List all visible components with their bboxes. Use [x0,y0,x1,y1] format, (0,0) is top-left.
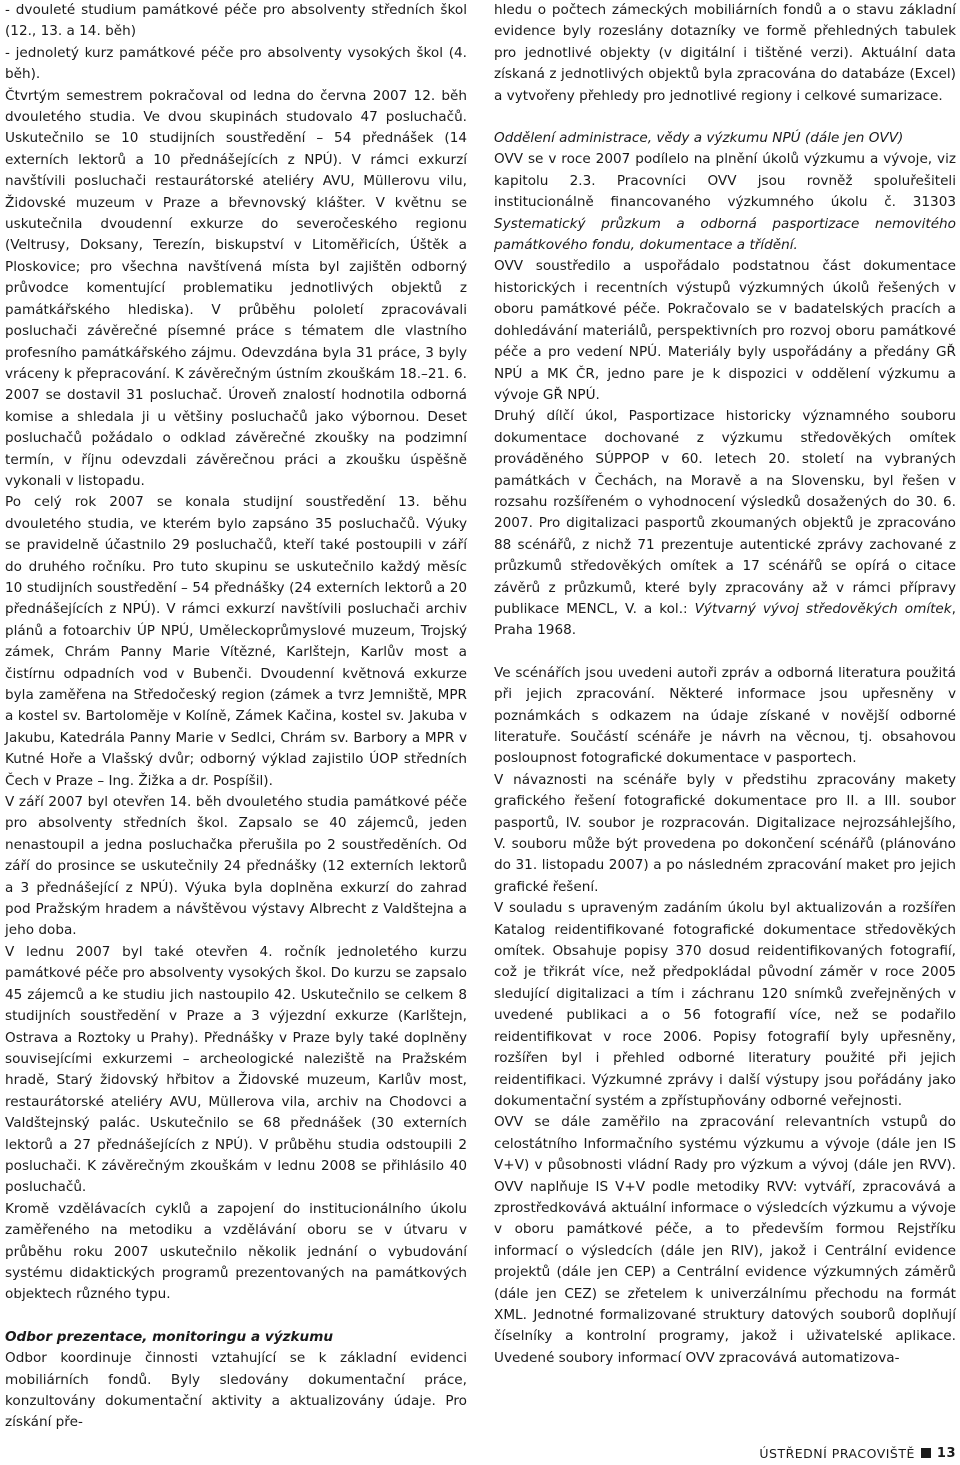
paragraph: Po celý rok 2007 se konala studijní soustředění 13. běhu dvouletého studia, ve kterém bylo zapsáno 35 posluchačů. Výuky se pravidelně účastnilo 29 posluchačů, kteří také postoupili v září do druhého ročníku. Pro tuto skupinu se uskutečnilo každý měsíc 10 studijních soustředění – 54 přednášky (24 externích lektorů a 20 přednášejících z NPÚ). V rámci exkurzí navštívili posluchači archiv plánů a fotoarchiv ÚP NPÚ, Uměleckoprůmyslové muzeum, Trojský zámek, Chrám Panny Marie Vítězné, Karlštejn, Karlův most a čistírnu odpadních vod v Bubenči. Dvoudenní květnová exkurze byla zaměřena na Středočeský region (zámek a tvrz Jemniště, MPR a kostel sv. Bartoloměje v Kolíně, Zámek Kačina, kostel sv. Jakuba v Jakubu, Katedrála Panny Marie v Sedlci, Chrám sv. Barbory a MPR v Kutné Hoře a Vlašský dvůr; odborný výklad zajistilo ÚOP středních Čech v Praze – Ing. Žižka a dr. Pospíšil). [5,494,467,789]
publication-title: Výtvarný vývoj středověkých omítek [694,600,952,617]
paragraph: - dvouleté studium památkové péče pro absolventy středních škol (12., 13. a 14. běh) [5,2,467,40]
text-run: , Praha 1968. [494,600,956,639]
paragraph: OVV se dále zaměřilo na zpracování relevantních vstupů do celostátního Informačního systému výzkumu a vývoje (dále jen IS V+V) v působnosti vládní Rady pro výzkum a vývoj (dále jen RVV). OVV naplňuje IS V+V podle metodiky RVV: vytváří, zpracovává a zprostředkovává aktuální informace o výsledcích výzkumu a vývoje v oboru památkové péče, a to především formou Rejstříku informací o výsledcích (dále jen RIV), jakož i Centrální evidence projektů (dále jen CEP) a Centrální evidence výzkumných záměrů (dále jen CEZ) se zřetelem k univerzálnímu přechodu na formát XML. Jednotné formalizované struktury datových souborů doplňují číselníky a kontrolní programy, jakož i uživatelské aplikace. Uvedené soubory informací OVV zpracovává automatizova- [494,1114,956,1366]
project-title: Systematický průzkum a odborná pasportizace nemovitého památkového fondu, dokumentace a třídění. [494,215,956,254]
paragraph [494,406,956,641]
paragraph: Čtvrtým semestrem pokračoval od ledna do června 2007 12. běh dvouletého studia. Ve dvou skupinách studovalo 47 posluchačů. Uskutečnilo se 10 studijních soustředění – 54 přednášek (14 externích lektorů a 10 přednášejících z NPÚ). V rámci exkurzí navštívili posluchači restaurátorské ateliéry AVU, Müllerovu vilu, Židovské muzeum v Praze a břevnovský klášter. V květnu se uskutečnila dvoudenní exkurze do severočeského regionu (Veltrusy, Doksany, Terezín, biskupství v Litoměřicích, Úštěk a Ploskovice; pro všechna navštívená místa byl zajištěn odborný průvodce komentující problematiku jednotlivých objektů z památkářského hlediska). V průběhu pololetí zpracovávali posluchači závěrečné písemné práce s tématem dle vlastního profesního památkářského zájmu. Odevzdána byla 31 práce, 3 byly vráceny k přepracování. K závěrečným ústním zkouškám 18.–21. 6. 2007 se dostavil 31 posluchač. Úroveň znalostí hodnotila odborná komise a shledala ji u většiny posluchačů jako výbornou. Deset posluchačů požádalo o odklad závěrečné zkoušky na podzimní termín, v říjnu odevzdali závěrečnou práci a zkoušku úspěšně vykonali v listopadu. [5,87,467,489]
paragraph: Kromě vzdělávacích cyklů a zapojení do institucionálního úkolu zaměřeného na metodiku a vzdělávání oboru se v útvaru v průběhu roku 2007 uskutečnilo několik jednání o vybudování systému didaktických programů prezentovaných na památkových objektech různého typu. [5,1200,467,1303]
page-footer [759,1443,956,1463]
left-column [5,0,467,1434]
paragraph: Ve scénářích jsou uvedeni autoři zpráv a odborná literatura použitá při jejich zpracování. Některé informace jsou upřesněny v poznámkách s odkazem na údaje získané v novější odborné literatuře. Součástí scénáře je návrh na věcnou, tj. obsahovou posloupnost fotografické dokumentace v pasportech. [494,664,956,767]
footer-section-title: ÚSTŘEDNÍ PRACOVIŠTĚ [759,1445,915,1461]
text-run: Druhý dílčí úkol, Pasportizace historicky významného souboru dokumentace dochované z výzkumu středověkých omítek prováděného SÚPPOP v 60. letech 20. století na vybraných památkách v Čechách, na Moravě a na Slovensku, byl řešen v rozsahu rozšířeném o vyhodnocení výsledků dosažených do 30. 6. 2007. Pro digitalizaci pasportů zkoumaných objektů je zpracováno 88 scénářů, z nichž 71 prezentuje autentické zprávy zachované z průzkumů středověkých omítek a 17 scénářů se opírá o citace závěrů z průzkumů, které byly zpracovány až v rámci přípravy publikace MENCL, V. a kol.: [494,408,956,617]
paragraph: - jednoletý kurz památkové péče pro absolventy vysokých škol (4. běh). [5,44,467,83]
square-bullet-icon [921,1448,931,1458]
paragraph: V září 2007 byl otevřen 14. běh dvouletého studia památkové péče pro absolventy středních škol. Zapsalo se 40 zájemců, jeden nenastoupil a jedna posluchačka přerušila po 2 soustředěních. Od září do prosince se uskutečnily 24 přednášky (12 externích lektorů a 3 přednášející z NPÚ). Výuka byla doplněna exkurzí do zahrad pod Pražským hradem a návštěvou výstavy Albrecht z Valdštejna a jeho doba. [5,794,467,939]
paragraph [494,149,956,256]
paragraph: hledu o počtech zámeckých mobiliárních fondů a o stavu základní evidence byly rozeslány dotazníky ve formě přehledných tabulek pro jednotlivé objekty (v digitální i tištěné verzi). Aktuální data získaná z jednotlivých objektů byla zpracována do databáze (Excel) a vytvořeny přehledy pro jednotlivé regiony i celkové sumarizace. [494,2,956,104]
paragraph: Odbor koordinuje činnosti vztahující se k základní evidenci mobiliárních fondů. Byly sledovány dokumentační práce, konzultovány dokumentační aktivity a aktualizovány údaje. Pro získání pře- [5,1350,467,1431]
page-number: 13 [936,1445,956,1461]
right-column [494,0,956,1369]
paragraph: OVV soustředilo a uspořádalo podstatnou část dokumentace historických i recentních výstupů výzkumných úkolů řešených v oboru památkové péče. Pokračovalo se v badatelských pracích a dohledávání materiálů, perspektivních pro rozvoj oboru památkové péče a pro vedení NPÚ. Materiály byly uspořádány a předány GŘ NPÚ a MK ČR, jedno pare je k dispozici v oddělení výzkumu a vývoje GŘ NPÚ. [494,258,956,403]
paragraph: V návaznosti na scénáře byly v předstihu zpracovány makety grafického řešení fotografické dokumentace pro II. a III. soubor pasportů, IV. soubor je rozpracován. Digitalizace nejrozsáhlejšího, V. souboru může být provedena po dokončení scénářů (plánováno do 31. listopadu 2007) a po následném zpracování maket pro jejich grafické řešení. [494,771,956,895]
text-run: OVV se v roce 2007 podílelo na plnění úkolů výzkumu a vývoje, viz kapitolu 2.3. Pracovníci OVV jsou rovněž spoluřešiteli institucionálně financovaného výzkumného úkolu č. 31303 [494,151,956,211]
paragraph: V souladu s upraveným zadáním úkolu byl aktualizován a rozšířen Katalog reidentifikované fotografické dokumentace středověkých omítek. Obsahuje popisy 370 dosud reidentifikovaných fotografií, což je třikrát více, než předpokládal původní záměr v roce 2005 sledující digitalizaci a tím i záchranu 120 snímků zveřejněných v uvedené publikaci a o 56 fotografií více, než se podařilo reidentifikovat v roce 2006. Popisy fotografií byly upřesněny, rozšířen byl i přehled odborné literatury použité při jejich reidentifikaci. Výzkumné zprávy i další výstupy jsou pořádány jako dokumentační systém a zpřístupňovány odborné veřejnosti. [494,900,956,1109]
section-heading: Oddělení administrace, vědy a výzkumu NPÚ (dále jen OVV) [494,130,904,147]
section-heading: Odbor prezentace, monitoringu a výzkumu [5,1328,334,1345]
paragraph: V lednu 2007 byl také otevřen 4. ročník jednoletého kurzu památkové péče pro absolventy vysokých škol. Do kurzu se zapsalo 45 zájemců a ke studiu jich nastoupilo 42. Uskutečnilo se celkem 8 studijních soustředění v Praze a 3 výjezdní exkurze (Karlštejn, Ostrava a Roztoky u Prahy). Přednášky v Praze byly také doplněny souvisejícími exkurzemi – archeologické naleziště na Pražském hradě, Starý židovský hřbitov a Židovské muzeum, Karlův most, restaurátorské ateliéry AVU, Müllerova vila, archiv na Chodovci a Valdštejnský palác. Uskutečnilo se 68 přednášek (30 externích lektorů a 27 přednášejících z NPÚ). V průběhu studia odstoupili 2 posluchači. K závěrečným zkouškám v lednu 2008 se přihlásilo 40 posluchačů. [5,943,467,1196]
